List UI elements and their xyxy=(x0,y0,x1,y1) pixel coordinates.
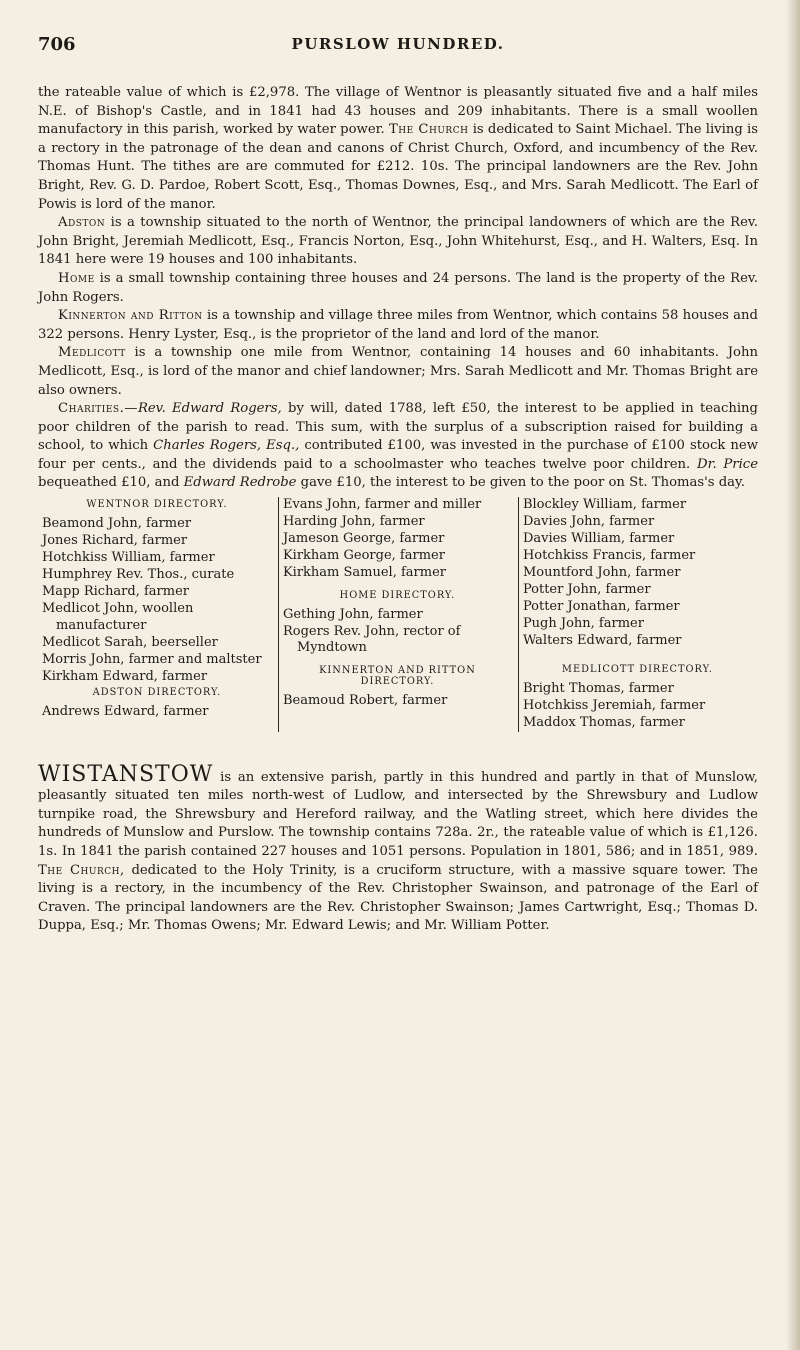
directory-entry: Kirkham Edward, farmer xyxy=(42,668,208,684)
directory-entry: Beamond John, farmer xyxy=(42,516,192,532)
page-header xyxy=(38,14,758,54)
directory-entry: Hotchkiss William, farmer xyxy=(42,550,215,566)
medlicott-label: Medlicott xyxy=(58,345,126,361)
directory-entry: Medlicot John, woollen manufacturer xyxy=(42,601,194,633)
page-edge-shadow xyxy=(786,0,800,1350)
directory-entry: Medlicot Sarah, beerseller xyxy=(42,634,218,650)
kinnerton-paragraph xyxy=(38,307,758,344)
directory-entry: Bright Thomas, farmer xyxy=(522,680,674,696)
directory-entry: Walters Edward, farmer xyxy=(522,633,682,649)
running-head: PURSLOW HUNDRED. xyxy=(291,35,505,53)
directory-entry: Hotchkiss Francis, farmer xyxy=(522,548,696,564)
directory-entry: Kirkham Samuel, farmer xyxy=(282,565,446,581)
wistanstow-text-1: is an extensive parish, partly in this hundred and partly in that of Munslow, pleasantly situated ten miles north-west of Ludlow, and intersected by the Shrewsbury and Ludlow turnpike road, the Shrewsbury and Hereford railway, and the Watling street, which here divides the hundreds of Munslow and Purslow. The township contains 728a. 2r., the rateable value of which is £1,126. 1s. In 1841 the parish contained 227 houses and 1051 persons. Population in 1801, 586; and in 1851, 989. xyxy=(38,769,758,859)
directory-entry: Humphrey Rev. Thos., curate xyxy=(42,567,235,583)
directory-entry: Rogers Rev. John, rector of Myndtown xyxy=(282,623,461,656)
wistanstow-text-2: dedicated to the Holy Trinity, is a cruciform structure, with a massive square tower. The living is a rectory, in the incumbency of the Rev. Christopher Swainson, and patronage of the Earl of Craven. The principal landowners are the Rev. Christopher Swainson; James Cartwright, Esq.; Thomas D. Duppa, Esq.; Mr. Thomas Owens; Mr. Edward Lewis; and Mr. William Potter. xyxy=(38,862,758,934)
wentnor-text: the rateable value of which is £2,978. The village of Wentnor is pleasantly situated five and a half miles N.E. of Bishop's Castle, and in 1841 had 43 houses and 209 inhabitants. There is a small woollen manufactory in this parish, worked by water power. xyxy=(38,85,758,138)
directory-entry: Potter John, farmer xyxy=(522,582,651,598)
directory-entry: Davies John, farmer xyxy=(522,514,655,530)
directory-entry: Mapp Richard, farmer xyxy=(42,584,189,600)
home-text: is a small township containing three houses and 24 persons. The land is the property of the Rev. John Rogers. xyxy=(38,270,758,305)
directory-entry: Evans John, farmer and miller xyxy=(282,497,482,513)
charities-name-4: Edward Redrobe xyxy=(183,475,297,491)
wistanstow-paragraph xyxy=(38,761,758,936)
book-page xyxy=(38,14,758,936)
directory-entry: Gething John, farmer xyxy=(282,606,423,622)
directory-columns xyxy=(38,497,758,732)
charities-label: Charities.— xyxy=(58,401,138,417)
medlicott-paragraph xyxy=(38,344,758,400)
directory-entry: Davies William, farmer xyxy=(522,531,675,547)
charities-name-2: Charles Rogers, Esq., xyxy=(153,438,300,454)
medlicott-text: is a township one mile from Wentnor, containing 14 houses and 60 inhabitants. John Medlicott, Esq., is lord of the manor and chief landowner; Mrs. Sarah Medlicott and Mr. Thomas Bright are also owners. xyxy=(38,345,758,398)
directory-entry: Harding John, farmer xyxy=(282,514,425,530)
directory-column-3 xyxy=(518,497,758,732)
directory-entry: Hotchkiss Jeremiah, farmer xyxy=(522,697,706,713)
adston-paragraph xyxy=(38,214,758,270)
adston-text: is a township situated to the north of Wentnor, the principal landowners of which are the Rev. John Bright, Jeremiah Medlicott, Esq., Francis Norton, Esq., John Whitehurst, Esq., and H. Walters, Esq. In 1841 here were 19 houses and 100 inhabitants. xyxy=(38,215,758,268)
charities-text-4: gave £10, the interest to be given to the poor on St. Thomas's day. xyxy=(300,475,745,491)
wentnor-paragraph xyxy=(38,84,758,214)
charities-text-2: contributed £100, was invested in the purchase of £100 stock new four per cents., and the dividends paid to a schoolmaster who teaches twelve poor children. xyxy=(38,438,758,472)
directory-entry: Mountford John, farmer xyxy=(522,565,681,581)
directory-entry: Jones Richard, farmer xyxy=(42,533,188,549)
church-label: The Church xyxy=(388,122,469,138)
charities-name-3: Dr. Price xyxy=(697,456,759,472)
directory-entry: Pugh John, farmer xyxy=(522,616,644,632)
directory-column-2 xyxy=(278,497,518,732)
adston-label: Adston xyxy=(58,215,106,231)
directory-heading: HOME DIRECTORY. xyxy=(339,589,456,601)
directory-entry: Blockley William, farmer xyxy=(522,497,687,513)
directory-heading: KINNERTON AND RITTON DIRECTORY. xyxy=(319,664,476,687)
charities-text-1: by will, dated 1788, left £50, the interest to be applied in teaching poor children of the parish to read. This sum, with the surplus of a subscription raised for building a school, to which xyxy=(38,401,758,454)
directory-heading: MEDLICOTT DIRECTORY. xyxy=(561,663,713,675)
directory-entry: Morris John, farmer and maltster xyxy=(42,651,262,667)
directory-heading: ADSTON DIRECTORY. xyxy=(92,687,222,699)
directory-column-1 xyxy=(38,497,278,732)
kinnerton-label: Kinnerton and Ritton xyxy=(58,308,203,324)
directory-heading: WENTNOR DIRECTORY. xyxy=(86,499,228,511)
directory-entry: Potter Jonathan, farmer xyxy=(522,599,680,615)
wentnor-church-text: is dedicated to Saint Michael. The living is a rectory in the patronage of the dean and canons of Christ Church, Oxford, and incumbency of the Rev. Thomas Hunt. The tithes are are commuted for £212. 10s. The principal landowners are the Rev. John Bright, Rev. G. D. Pardoe, Robert Scott, Esq., Thomas Downes, Esq., and Mrs. Sarah Medlicott. The Earl of Powis is lord of the manor. xyxy=(38,122,759,212)
directory-entry: Jameson George, farmer xyxy=(282,531,445,547)
directory-entry: Andrews Edward, farmer xyxy=(42,704,209,720)
directory-entry: Beamoud Robert, farmer xyxy=(282,692,448,708)
charities-paragraph xyxy=(38,400,758,493)
home-label: Home xyxy=(58,270,95,286)
home-paragraph xyxy=(38,270,758,307)
charities-text-3: bequeathed £10, and xyxy=(38,475,180,491)
page-number: 706 xyxy=(38,34,76,55)
directory-entry: Kirkham George, farmer xyxy=(282,548,445,564)
wistanstow-church-label: The Church, xyxy=(38,862,125,878)
wistanstow-section xyxy=(38,761,758,936)
directory-entry: Maddox Thomas, farmer xyxy=(522,714,685,730)
kinnerton-text: is a township and village three miles from Wentnor, which contains 58 houses and 322 persons. Henry Lyster, Esq., is the proprietor of the land and lord of the manor. xyxy=(38,308,758,342)
page-body xyxy=(38,84,758,936)
wistanstow-title: WISTANSTOW xyxy=(38,761,214,787)
charities-name-1: Rev. Edward Rogers, xyxy=(137,401,282,417)
